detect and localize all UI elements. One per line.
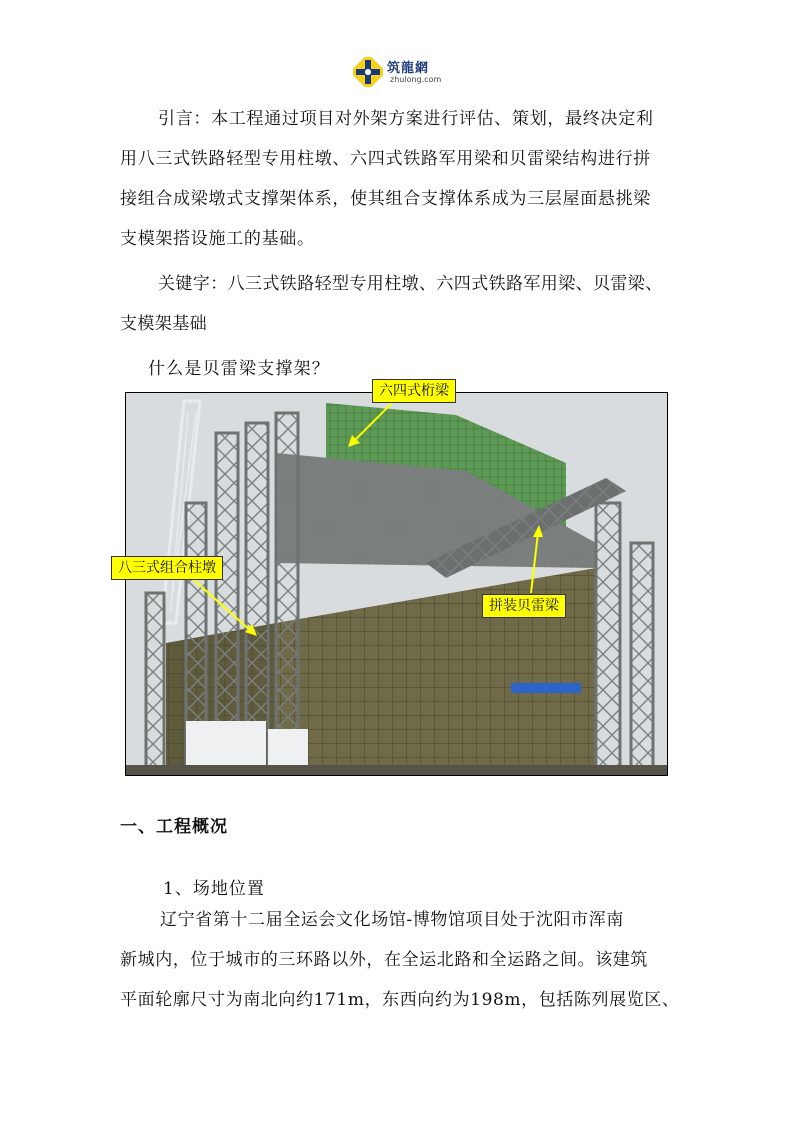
- construction-photo: [125, 392, 668, 776]
- intro-line: 支模架搭设施工的基础。: [120, 229, 315, 249]
- section-line: 新城内，位于城市的三环路以外，在全运北路和全运路之间。该建筑: [120, 950, 648, 970]
- keywords-paragraph: [120, 264, 663, 344]
- question-text: 什么是贝雷梁支撑架？: [148, 359, 330, 379]
- logo-text-en: zhulong.com: [390, 75, 442, 84]
- logo-mark-icon: [353, 57, 383, 87]
- keywords-line: 支模架基础: [120, 314, 207, 334]
- section-paragraph: [120, 900, 680, 1020]
- keywords-line: 关键字：八三式铁路轻型专用柱墩、六四式铁路军用梁、贝雷梁、: [158, 274, 663, 294]
- photo-illustration: [126, 393, 668, 776]
- callout-bailey-beam: 拼装贝雷梁: [482, 594, 566, 618]
- intro-line: 接组合成梁墩式支撑架体系，使其组合支撑体系成为三层屋面悬挑梁: [120, 189, 651, 209]
- section-heading: 一、工程概况: [120, 817, 228, 837]
- intro-paragraph: [120, 99, 654, 259]
- section-line: 平面轮廓尺寸为南北向约171m，东西向约为198m，包括陈列展览区、: [120, 990, 680, 1010]
- callout-truss-beam: 六四式桁梁: [372, 379, 456, 403]
- subsection-heading: 1、场地位置: [163, 879, 265, 899]
- callout-column-pier: 八三式组合柱墩: [111, 556, 223, 580]
- intro-line: 引言：本工程通过项目对外架方案进行评估、策划，最终决定利: [158, 109, 654, 129]
- intro-line: 用八三式铁路轻型专用柱墩、六四式铁路军用梁和贝雷梁结构进行拼: [120, 149, 651, 169]
- logo-text-cn: 筑龍網: [387, 61, 430, 76]
- section-line: 辽宁省第十二届全运会文化场馆-博物馆项目处于沈阳市浑南: [160, 910, 624, 930]
- zhulong-logo: [353, 54, 453, 90]
